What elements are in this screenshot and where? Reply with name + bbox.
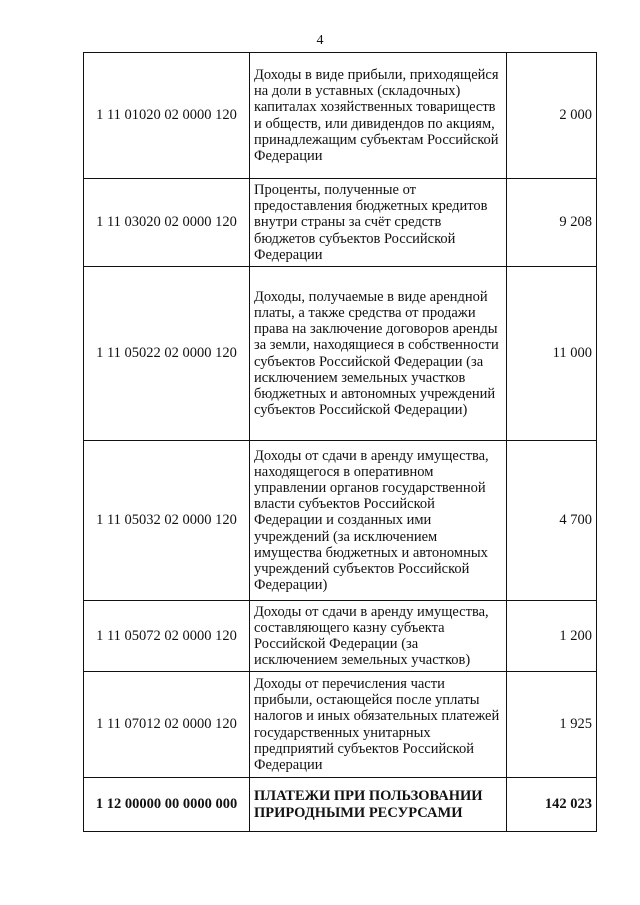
revenue-description-cell: Доходы в виде прибыли, приходящейся на доли в уставных (складочных) капиталах хозяйственных товариществ и обществ, или дивидендов по акциям, принадлежащим субъектам Российской Федерации <box>250 53 507 179</box>
revenue-code-cell: 1 11 05022 02 0000 120 <box>84 267 250 441</box>
revenue-amount-cell: 11 000 <box>507 267 597 441</box>
total-row <box>84 778 597 832</box>
revenue-description-cell: Доходы от перечисления части прибыли, остающейся после уплаты налогов и иных обязательных платежей государственных унитарных предприятий субъектов Российской Федерации <box>250 672 507 778</box>
table-row <box>84 267 597 441</box>
total-description-cell: ПЛАТЕЖИ ПРИ ПОЛЬЗОВАНИИ ПРИРОДНЫМИ РЕСУРСАМИ <box>250 778 507 832</box>
revenue-amount-cell: 2 000 <box>507 53 597 179</box>
table-row <box>84 601 597 672</box>
page-number: 4 <box>316 33 324 48</box>
revenue-table <box>83 52 597 832</box>
total-amount-cell: 142 023 <box>507 778 597 832</box>
revenue-amount-cell: 1 200 <box>507 601 597 672</box>
table-row <box>84 179 597 267</box>
revenue-amount-cell: 1 925 <box>507 672 597 778</box>
revenue-code-cell: 1 11 07012 02 0000 120 <box>84 672 250 778</box>
revenue-description-cell: Проценты, полученные от предоставления бюджетных кредитов внутри страны за счёт средств бюджетов субъектов Российской Федерации <box>250 179 507 267</box>
revenue-amount-cell: 4 700 <box>507 441 597 601</box>
revenue-description-cell: Доходы от сдачи в аренду имущества, составляющего казну субъекта Российской Федерации (за исключением земельных участков) <box>250 601 507 672</box>
table-row <box>84 441 597 601</box>
revenue-code-cell: 1 11 01020 02 0000 120 <box>84 53 250 179</box>
total-code-cell: 1 12 00000 00 0000 000 <box>84 778 250 832</box>
revenue-code-cell: 1 11 03020 02 0000 120 <box>84 179 250 267</box>
revenue-description-cell: Доходы, получаемые в виде арендной платы, а также средства от продажи права на заключение договоров аренды за земли, находящиеся в собственности субъектов Российской Федерации (за исключением земельных участков бюджетных и автономных учреждений субъектов Российской Федерации) <box>250 267 507 441</box>
table-row <box>84 53 597 179</box>
revenue-code-cell: 1 11 05072 02 0000 120 <box>84 601 250 672</box>
table-row <box>84 672 597 778</box>
revenue-amount-cell: 9 208 <box>507 179 597 267</box>
revenue-description-cell: Доходы от сдачи в аренду имущества, находящегося в оперативном управлении органов государственной власти субъектов Российской Федерации и созданных ими учреждений (за исключением имущества бюджетных и автономных учреждений субъектов Российской Федерации) <box>250 441 507 601</box>
revenue-code-cell: 1 11 05032 02 0000 120 <box>84 441 250 601</box>
